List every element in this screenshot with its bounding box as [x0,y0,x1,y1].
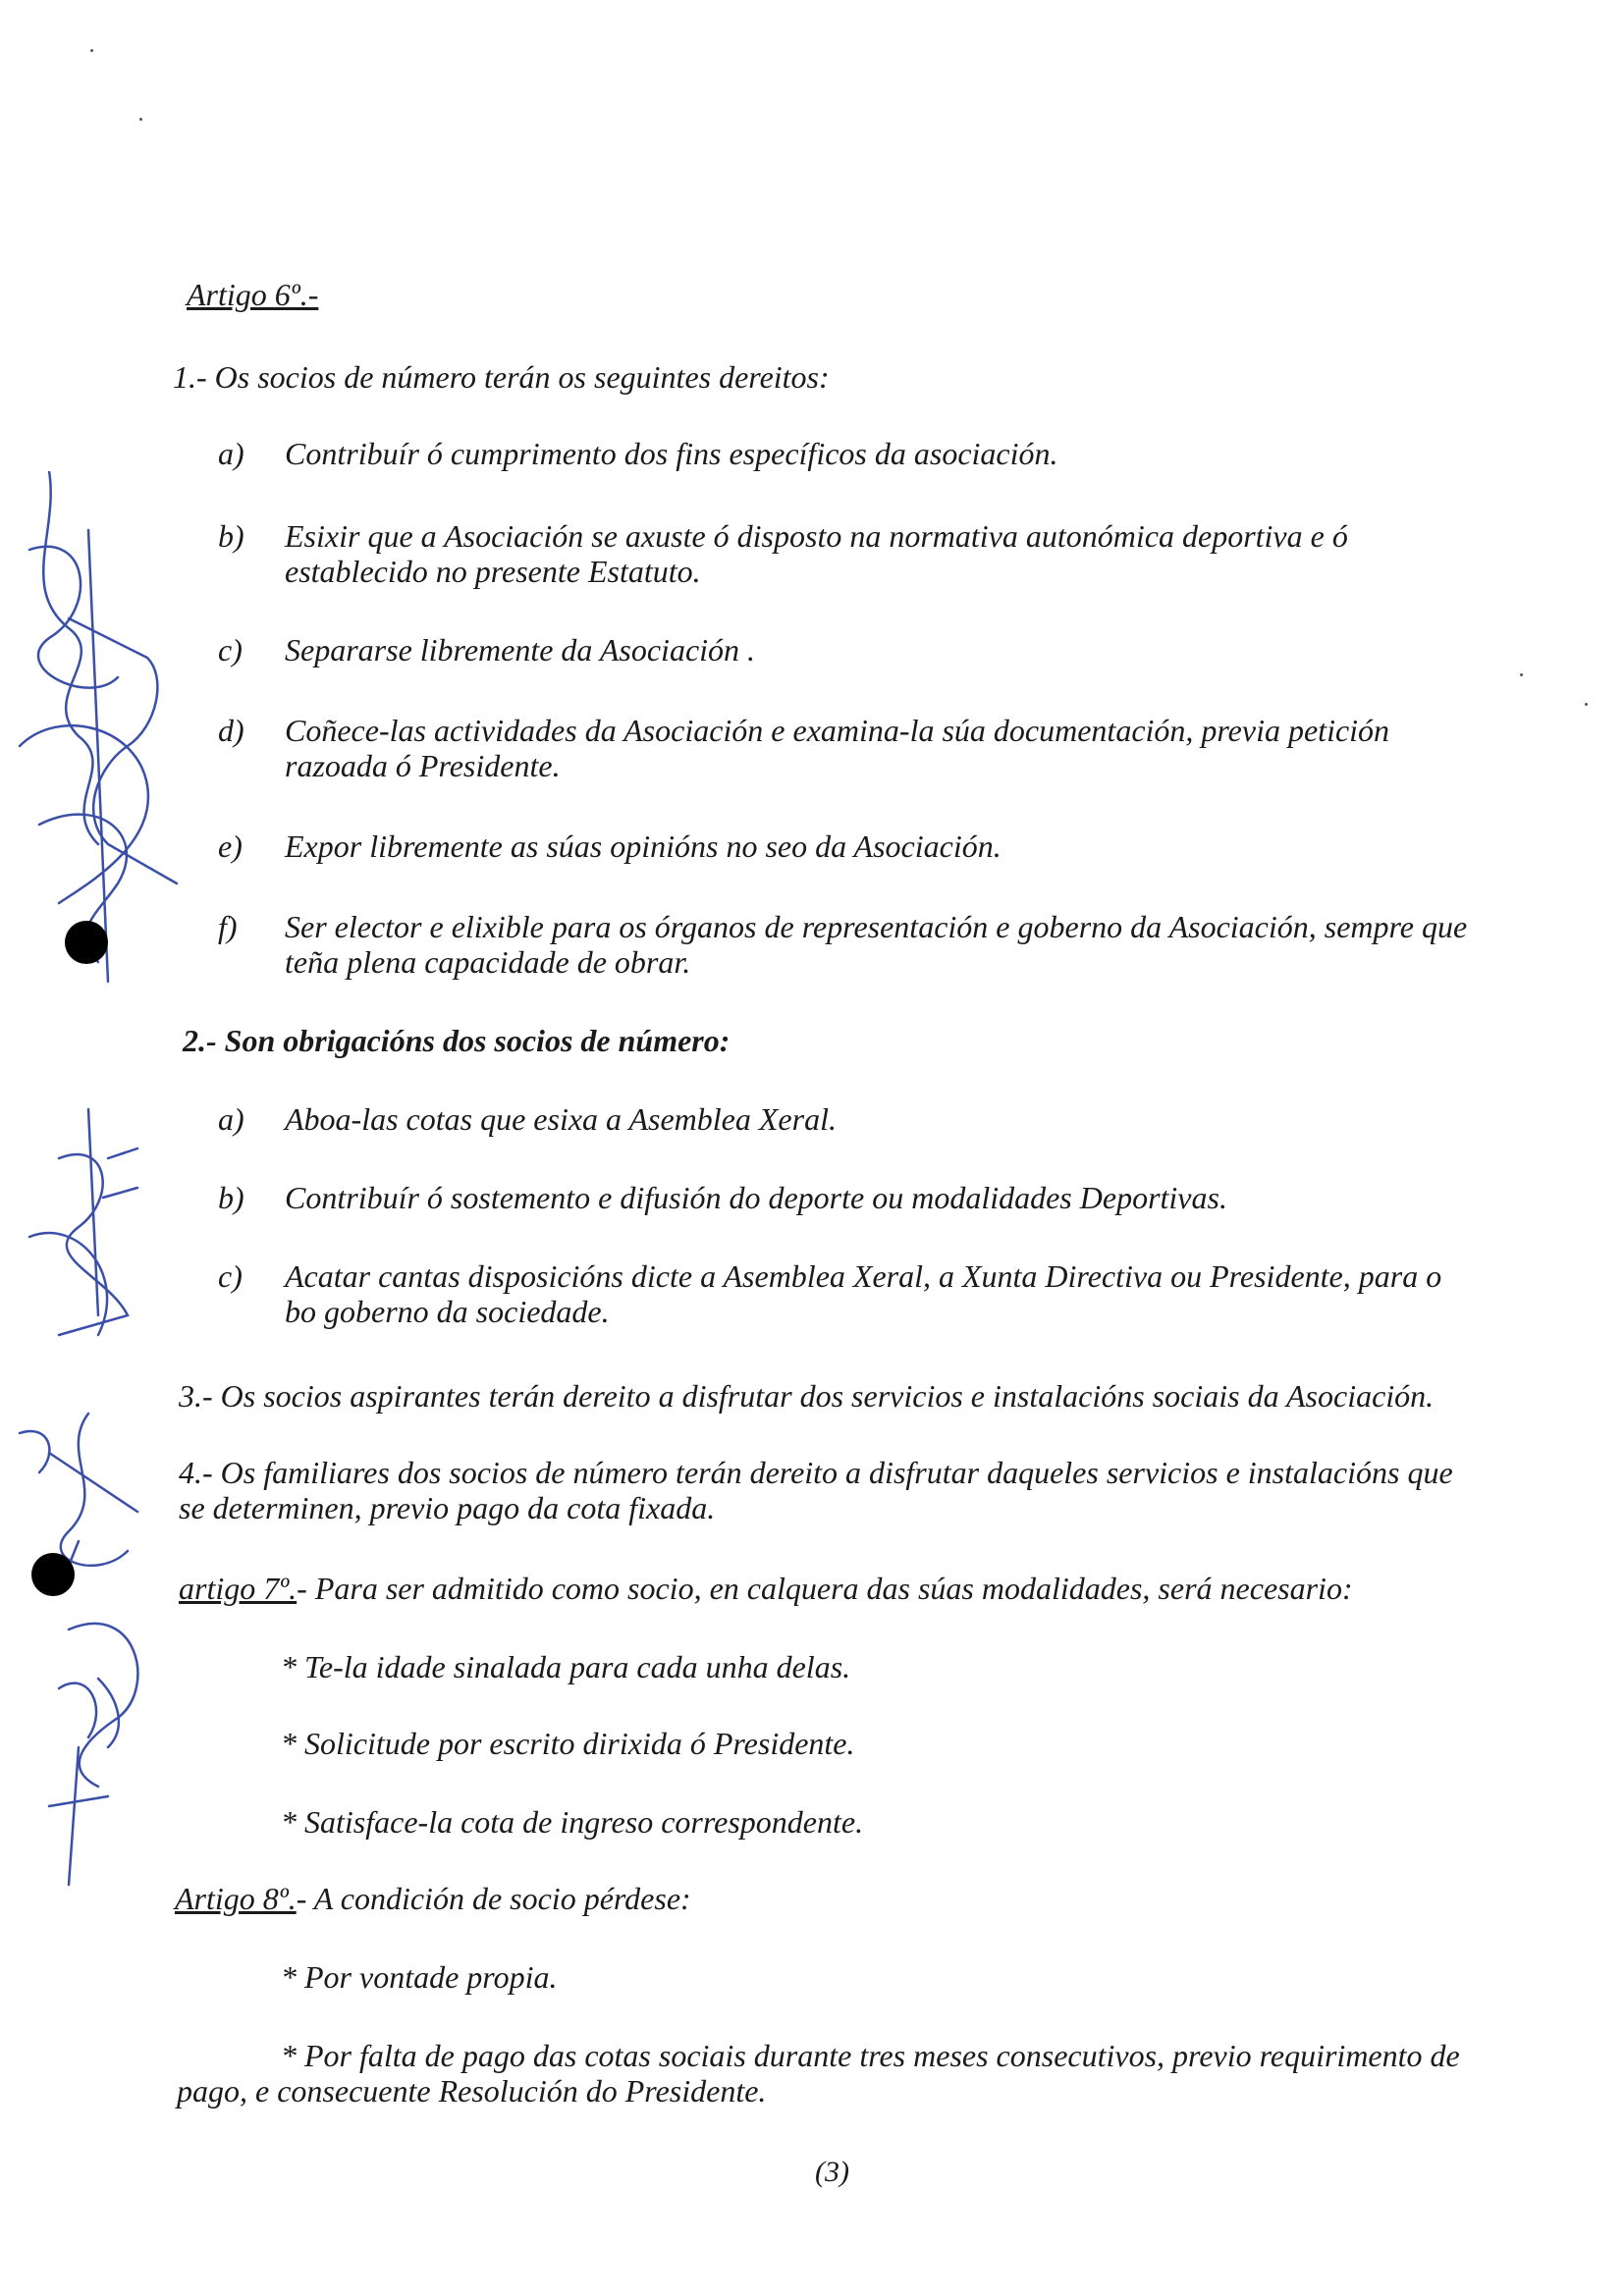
list-item: * Por falta de pago das cotas sociais durante tres meses consecutivos, previo requirimento de pago, e consecuente Resolución do Presidente. [177,2038,1460,2109]
list-item [218,1180,1534,1219]
item-letter: e) [218,828,243,864]
item-text: Expor libremente as súas opinións no seo da Asociación. [285,828,1001,864]
artigo-6-heading [187,277,318,312]
item-letter: c) [218,632,243,667]
item-text: Esixir que a Asociación se axuste ó disposto na normativa autonómica deportiva e ó establecido no presente Estatuto. [285,518,1348,589]
item-text: Acatar cantas disposicións dicte a Asemblea Xeral, a Xunta Directiva ou Presidente, para o bo goberno da sociedade. [285,1258,1442,1329]
list-item: * Por vontade propia. [281,1959,558,1995]
section-1-intro: 1.- Os socios de número terán os seguintes dereitos: [173,359,830,395]
list-item [218,1101,1534,1141]
list-item [218,828,1534,868]
list-item [218,1258,1534,1333]
list-item [218,518,1534,593]
item-letter: f) [218,909,238,944]
punch-hole [65,921,108,964]
item-text: Contribuír ó sostemento e difusión do deporte ou modalidades Deportivas. [285,1180,1227,1215]
margin-signatures [0,471,216,1924]
artigo-8-paragraph [175,1881,691,1916]
section-2-intro: 2.- Son obrigacións dos socios de número: [183,1023,731,1058]
scan-speck [1585,703,1588,706]
list-item [218,713,1534,787]
item-letter: b) [218,1180,244,1215]
item-text: Ser elector e elixible para os órganos de representación e goberno da Asociación, sempre que teña plena capacidade de obrar. [285,909,1468,980]
scan-speck [90,49,93,52]
list-item [218,632,1534,671]
artigo-7-intro: - Para ser admitido como socio, en calquera das súas modalidades, será necesario: [297,1571,1353,1606]
list-item [218,909,1534,984]
item-text: Aboa-las cotas que esixa a Asemblea Xeral. [285,1101,837,1137]
list-item: * Satisface-la cota de ingreso correspondente. [281,1804,864,1840]
list-item [218,436,1534,475]
artigo-8-intro: - A condición de socio pérdese: [296,1881,691,1916]
list-item: * Te-la idade sinalada para cada unha delas. [281,1649,851,1684]
artigo-7-title: artigo 7º. [179,1571,298,1606]
item-text: Coñece-las actividades da Asociación e examina-la súa documentación, previa petición razoada ó Presidente. [285,713,1390,783]
artigo-7-paragraph [179,1571,1353,1606]
page-number: (3) [815,2156,849,2188]
item-text: Separarse libremente da Asociación . [285,632,756,667]
item-letter: a) [218,1101,244,1137]
item-letter: b) [218,518,244,554]
item-letter: c) [218,1258,243,1294]
scan-speck [1520,673,1523,676]
section-3-paragraph: 3.- Os socios aspirantes terán dereito a disfrutar dos servicios e instalacións sociais da Asociación. [179,1378,1435,1414]
item-letter: a) [218,436,244,471]
list-item: * Solicitude por escrito dirixida ó Presidente. [281,1726,855,1761]
scan-speck [139,118,142,121]
item-letter: d) [218,713,244,748]
punch-hole [31,1553,75,1596]
item-text: Contribuír ó cumprimento dos fins específicos da asociación. [285,436,1058,471]
section-4-paragraph: 4.- Os familiares dos socios de número terán dereito a disfrutar daqueles servicios e instalacións que se determinen, previo pago da cota fixada. [179,1455,1453,1525]
artigo-8-title: Artigo 8º. [175,1881,297,1916]
artigo-6-title: Artigo 6º.- [187,277,319,312]
